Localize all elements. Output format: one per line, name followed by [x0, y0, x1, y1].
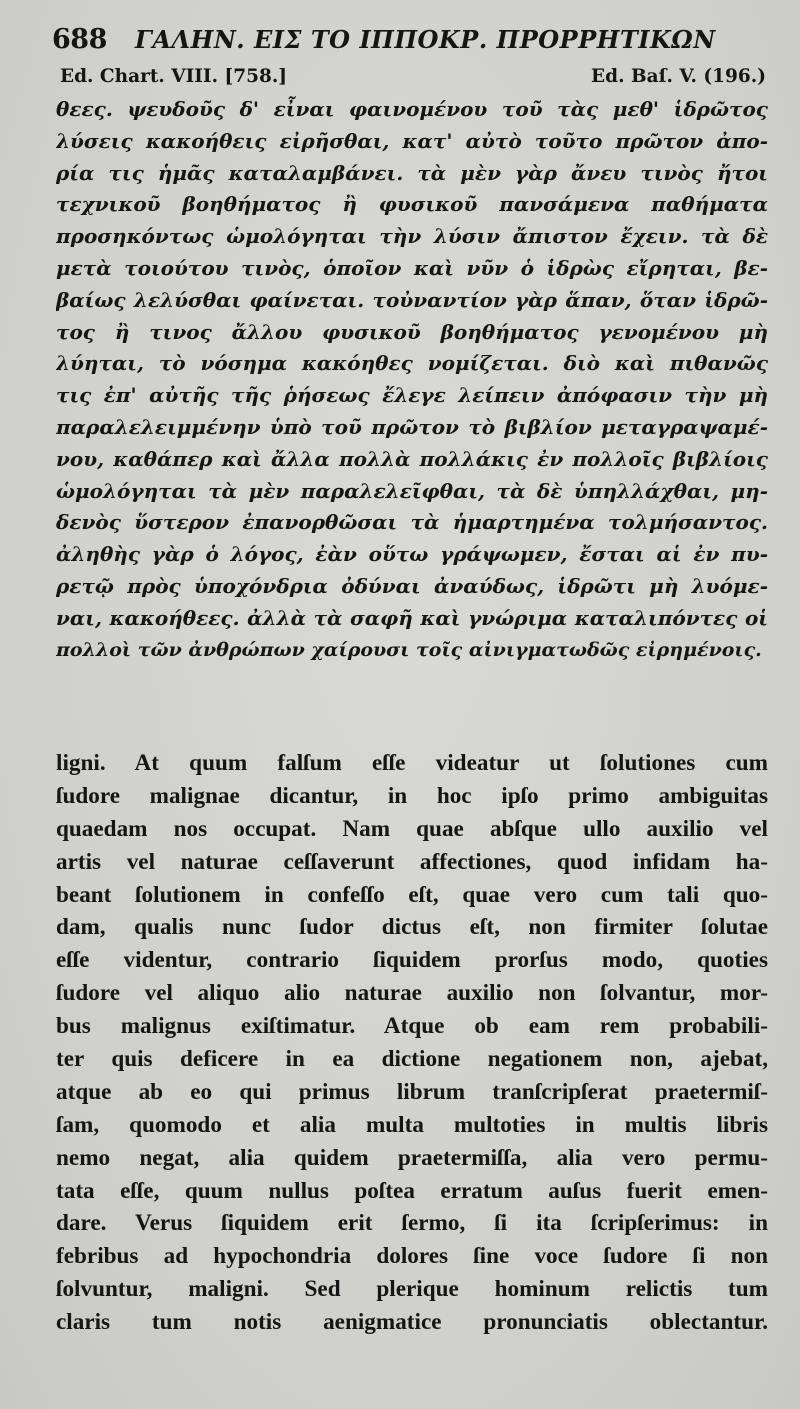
greek-line: βαίως λελύσθαι φαίνεται. τοὐναντίον γὰρ ἅπαν, ὅταν ἱδρῶ- — [56, 287, 768, 312]
latin-text-block — [56, 747, 768, 1339]
greek-line: μετὰ τοιούτου τινὸς, ὁποῖον καὶ νῦν ὁ ἱδρὼς εἴρηται, βε- — [56, 255, 768, 280]
latin-line: tata eſſe, quum nullus poſtea erratum auſus fuerit emen- — [56, 1177, 768, 1204]
latin-line: ligni. At quum falſum eſſe videatur ut ſolutiones cum — [56, 750, 768, 776]
latin-line: claris tum notis aenigmatice pronunciatis oblectantur. — [56, 1309, 768, 1336]
edition-reference-right: Ed. Baſ. V. (196.) — [591, 66, 766, 87]
greek-line: τεχνικοῦ βοηθήματος ἢ φυσικοῦ πανσάμενα παθήματα — [56, 192, 768, 217]
greek-line: θεες. ψευδοῦς δ' εἶναι φαινομένου τοῦ τὰς μεθ' ἱδρῶτος — [56, 97, 768, 121]
latin-line: dam, qualis nunc ſudor dictus eſt, non firmiter ſolutae — [56, 914, 768, 941]
edition-references — [60, 66, 766, 87]
greek-text-block — [56, 94, 768, 666]
greek-line: προσηκόντως ὡμολόγηται τὴν λύσιν ἄπιστον ἔχειν. τὰ δὲ — [56, 224, 768, 249]
greek-line: λύσεις κακοήθεις εἰρῆσθαι, κατ' αὐτὸ τοῦτο πρῶτον ἀπο- — [56, 128, 768, 153]
latin-line: nemo negat, alia quidem praetermiſſa, alia vero permu- — [56, 1144, 768, 1171]
latin-line: ſam, quomodo et alia multa multoties in multis libris — [56, 1111, 768, 1138]
greek-line: πολλοὶ τῶν ἀνθρώπων χαίρουσι τοῖς αἰνιγματωδῶς εἰρημένοις. — [56, 638, 762, 661]
greek-line: νου, καθάπερ καὶ ἄλλα πολλὰ πολλάκις ἐν πολλοῖς βιβλίοις — [56, 446, 768, 471]
latin-line: febribus ad hypochondria dolores ſine voce ſudore ſi non — [56, 1243, 768, 1270]
latin-line: ſolvuntur, maligni. Sed plerique hominum relictis tum — [56, 1276, 768, 1303]
latin-line: dare. Verus ſiquidem erit ſermo, ſi ita ſcripſerimus: in — [56, 1210, 768, 1237]
greek-line: ναι, κακοήθεες. ἀλλὰ τὰ σαφῆ καὶ γνώριμα καταλιπόντες οἱ — [56, 605, 768, 630]
greek-line: ἀληθὴς γὰρ ὁ λόγος, ἐὰν οὕτω γράψωμεν, ἔσται αἱ ἐν πυ- — [56, 542, 768, 567]
greek-line: λύηται, τὸ νόσημα κακόηθες νομίζεται. διὸ καὶ πιθανῶς — [56, 351, 768, 376]
greek-line: ὡμολόγηται τὰ μὲν παραλελεῖφθαι, τὰ δὲ ὑπηλλάχθαι, μη- — [56, 478, 768, 503]
latin-line: ter quis deficere in ea dictione negationem non, ajebat, — [56, 1046, 768, 1073]
latin-line: atque ab eo qui primus librum tranſcripſerat praetermiſ- — [56, 1078, 768, 1105]
latin-line: ſudore vel aliquo alio naturae auxilio non ſolvantur, mor- — [56, 980, 768, 1007]
latin-line: eſſe videntur, contrario ſiquidem prorſus modo, quoties — [56, 947, 768, 974]
latin-line: bus malignus exiſtimatur. Atque ob eam rem probabili- — [56, 1013, 768, 1040]
greek-line: ρία τις ἡμᾶς καταλαμβάνει. τὰ μὲν γὰρ ἄνευ τινὸς ἤτοι — [56, 160, 768, 185]
latin-line: quaedam nos occupat. Nam quae abſque ullo auxilio vel — [56, 815, 768, 842]
latin-line: ſudore malignae dicantur, in hoc ipſo primo ambiguitas — [56, 782, 768, 809]
latin-line: beant ſolutionem in confeſſo eſt, quae vero cum tali quo- — [56, 881, 768, 908]
edition-reference-left: Ed. Chart. VIII. [758.] — [60, 66, 288, 87]
greek-line: παραλελειμμένην ὑπὸ τοῦ πρῶτον τὸ βιβλίον μεταγραψαμέ- — [56, 414, 768, 439]
running-title: ΓΑΛΗΝ. ΕΙΣ ΤΟ ΙΠΠΟΚΡ. ΠΡΟΡΡΗΤΙΚΩΝ — [134, 25, 716, 54]
greek-line: δενὸς ὕστερον ἐπανορθῶσαι τὰ ἡμαρτημένα τολμήσαντος. — [56, 510, 768, 535]
running-head — [52, 24, 760, 55]
greek-line: ρετῷ πρὸς ὑποχόνδρια ὀδύναι ἀναύδως, ἱδρῶτι μὴ λυόμε- — [56, 573, 768, 598]
latin-line: artis vel naturae ceſſaverunt affectiones, quod infidam ha- — [56, 848, 768, 875]
page-number: 688 — [52, 24, 107, 55]
greek-line: τος ἢ τινος ἄλλου φυσικοῦ βοηθήματος γενομένου μὴ — [56, 319, 768, 344]
greek-line: τις ἐπ' αὐτῆς τῆς ῥήσεως ἔλεγε λείπειν ἀπόφασιν τὴν μὴ — [56, 383, 768, 408]
